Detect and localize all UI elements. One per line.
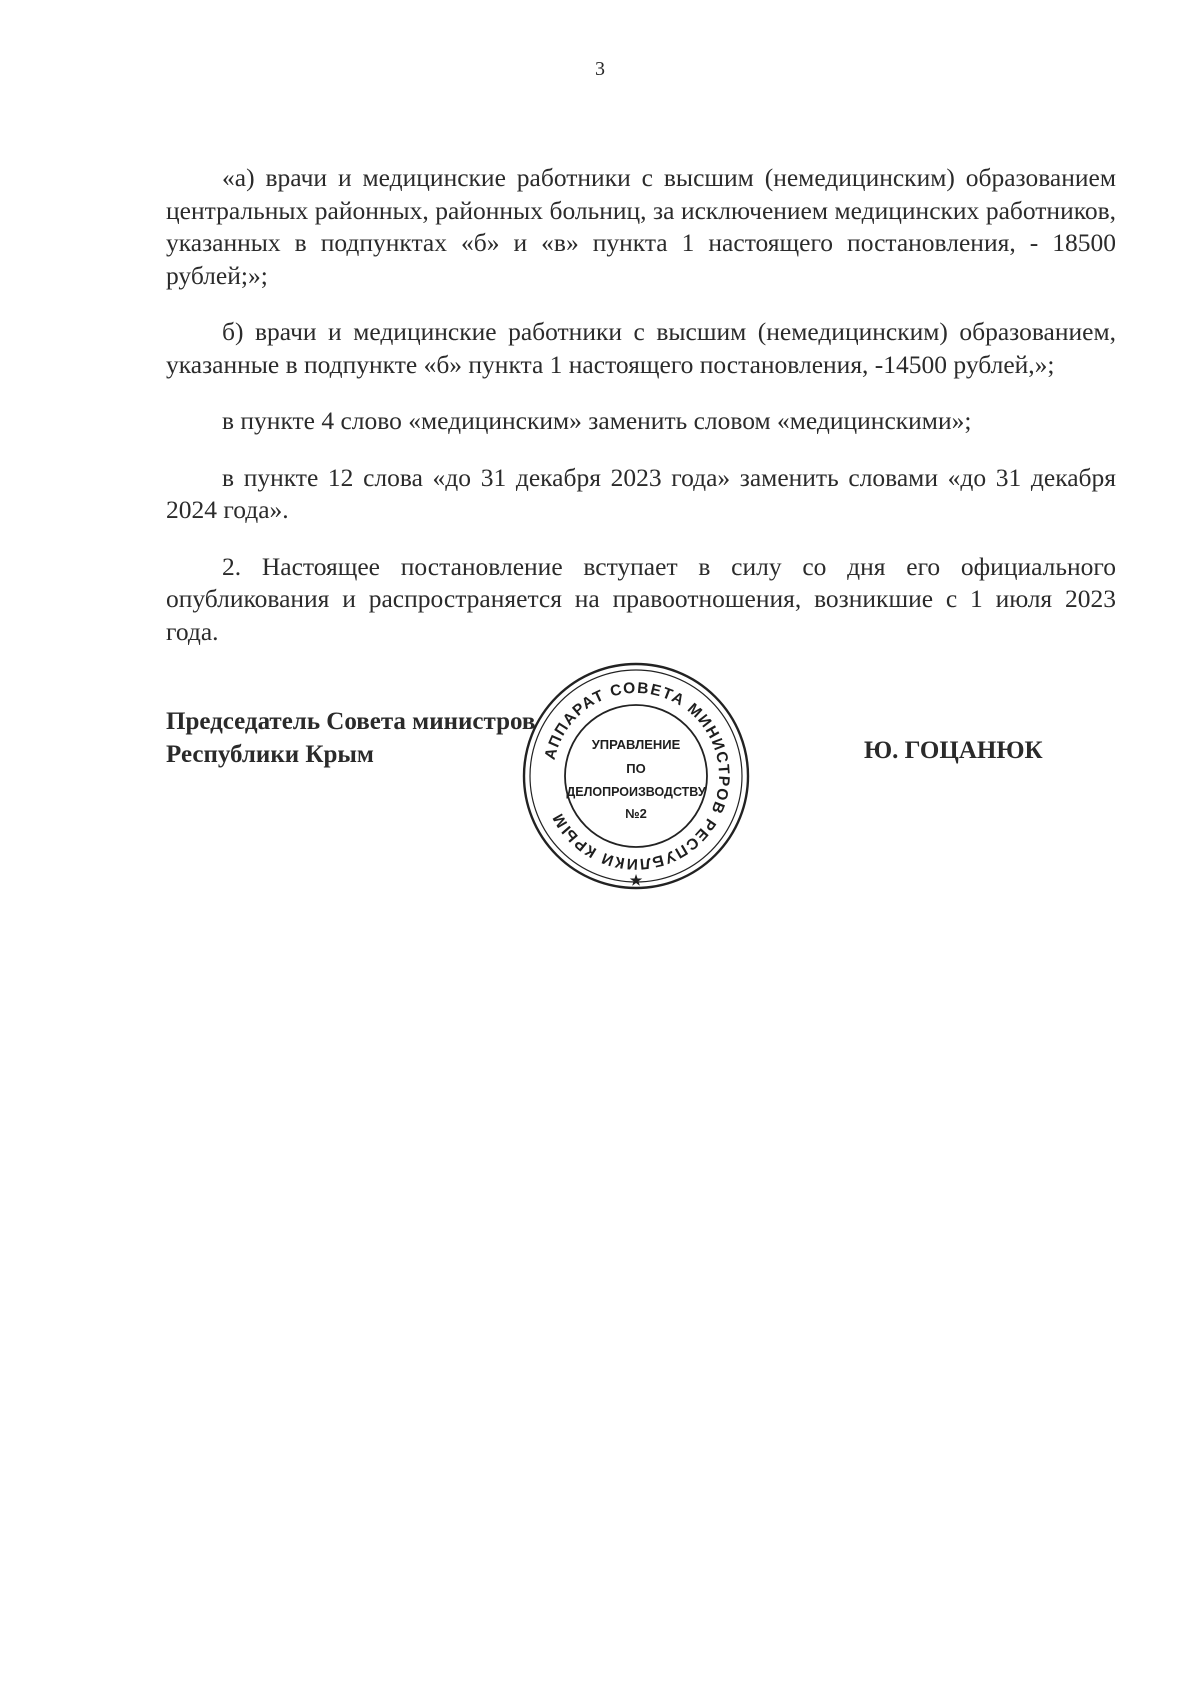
paragraph-point-12: в пункте 12 слова «до 31 декабря 2023 года» заменить словами «до 31 декабря 2024 года». xyxy=(166,462,1116,524)
official-stamp xyxy=(516,656,756,896)
signatory-name: Ю. ГОЦАНЮК xyxy=(864,737,1043,764)
stamp-line4: №2 xyxy=(625,806,647,821)
stamp-ring-text: АППАРАТ СОВЕТА МИНИСТРОВ РЕСПУБЛИКИ КРЫМ xyxy=(541,679,733,873)
paragraph-subpoint-b: б) врачи и медицинские работники с высшим (немедицинским) образованием, указанные в подпункте «б» пункта 1 настоящего постановления, -14500 рублей,»; xyxy=(166,317,1116,379)
signatory-position-line2: Республики Крым xyxy=(166,741,374,768)
stamp-line3: ДЕЛОПРОИЗВОДСТВУ xyxy=(566,785,706,799)
stamp-line2: ПО xyxy=(626,761,646,776)
signatory-position xyxy=(166,705,535,771)
stamp-line1: УПРАВЛЕНИЕ xyxy=(591,737,681,752)
signatory-position-line1: Председатель Совета министров xyxy=(166,708,536,735)
paragraph-point-4: в пункте 4 слово «медицинским» заменить словом «медицинскими»; xyxy=(222,406,972,435)
stamp-star-icon: ★ xyxy=(629,872,643,888)
paragraph-subpoint-a: «а) врачи и медицинские работники с высшим (немедицинским) образованием центральных районных, районных больниц, за исключением медицинских работников, указанных в подпунктах «б» и «в» пункта 1 настоящего постановления, - 18500 рублей;»; xyxy=(166,163,1116,290)
paragraph-effective-date: 2. Настоящее постановление вступает в силу со дня его официального опубликования и распространяется на правоотношения, возникшие с 1 июля 2023 года. xyxy=(166,551,1116,646)
page-number: 3 xyxy=(595,58,605,80)
document-body xyxy=(166,162,1116,648)
